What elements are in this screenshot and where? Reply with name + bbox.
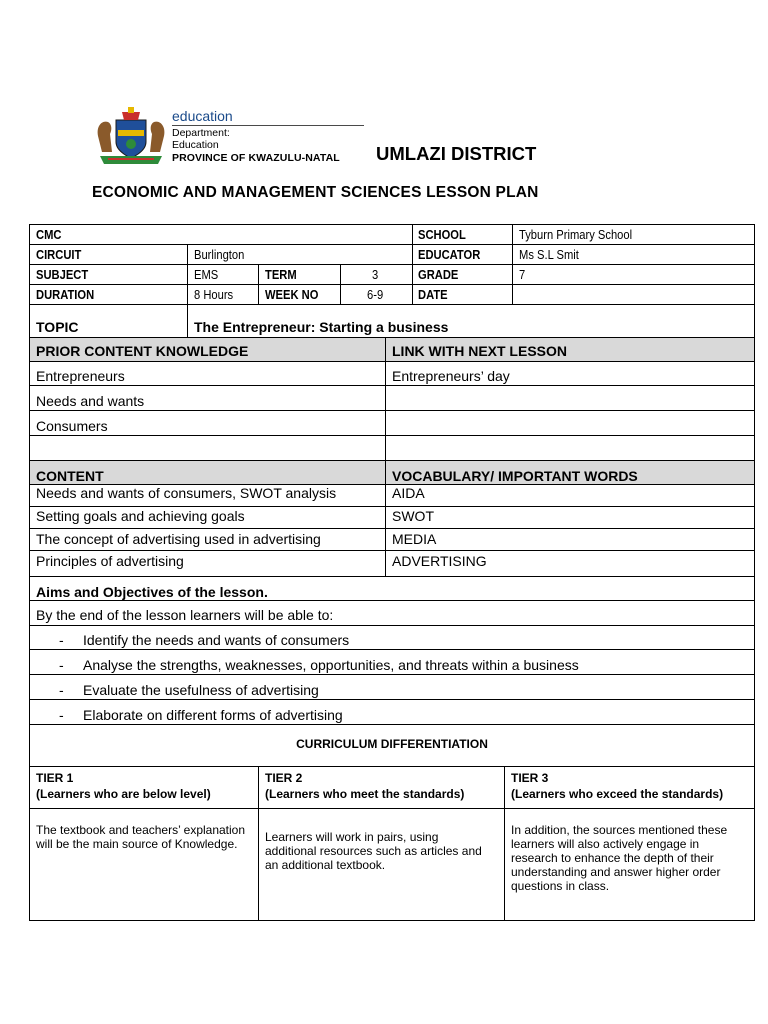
tier-1-name: TIER 1 [36, 771, 74, 785]
next-lesson-text: Entrepreneurs’ day [392, 368, 510, 384]
educator-value: Ms S.L Smit [519, 247, 579, 262]
vocabulary-item [385, 484, 755, 507]
document-title: ECONOMIC AND MANAGEMENT SCIENCES LESSON PLAN [92, 184, 539, 201]
prior-knowledge-header [29, 337, 386, 362]
circuit-label-cell [29, 244, 188, 265]
prior-knowledge-title: PRIOR CONTENT KNOWLEDGE [36, 343, 249, 359]
aims-item [29, 674, 755, 700]
week-label: WEEK NO [265, 287, 319, 302]
educator-label-cell [412, 244, 513, 265]
circuit-value-cell [187, 244, 413, 265]
content-item [29, 550, 386, 577]
aims-item [29, 625, 755, 650]
circuit-value: Burlington [194, 247, 245, 262]
tier-3-header [504, 766, 755, 809]
differentiation-title: CURRICULUM DIFFERENTIATION [296, 737, 488, 751]
tier-2-body [258, 808, 505, 921]
prior-item [29, 435, 386, 461]
duration-label: DURATION [36, 287, 95, 302]
vocabulary-title: VOCABULARY/ IMPORTANT WORDS [392, 468, 638, 484]
next-lesson-header [385, 337, 755, 362]
aims-intro: By the end of the lesson learners will be able to: [36, 607, 334, 623]
department-logo [94, 106, 366, 168]
topic-label: TOPIC [36, 319, 79, 335]
week-label-cell [258, 284, 341, 305]
school-label-cell [412, 224, 513, 245]
aims-item-text: Evaluate the usefulness of advertising [83, 682, 319, 698]
educator-label: EDUCATOR [418, 247, 481, 262]
next-lesson-title: LINK WITH NEXT LESSON [392, 343, 567, 359]
vocabulary-item [385, 528, 755, 551]
aims-title: Aims and Objectives of the lesson. [36, 584, 268, 600]
aims-title-row [29, 576, 755, 601]
tier-2-text: Learners will work in pairs, using additional resources such as articles and an additional textbook. [265, 830, 482, 872]
vocabulary-item [385, 550, 755, 577]
prior-item-text: Needs and wants [36, 393, 145, 409]
tier-1-text: The textbook and teachers’ explanation will be the main source of Knowledge. [36, 823, 246, 851]
vocabulary-text: AIDA [392, 485, 425, 501]
next-lesson-item [385, 385, 755, 411]
next-lesson-item [385, 410, 755, 436]
prior-item-text: Consumers [36, 418, 108, 434]
logo-dept-label: Department: [172, 127, 230, 139]
vocabulary-item [385, 506, 755, 529]
bullet-dash: - [59, 632, 64, 648]
content-item-text: Principles of advertising [36, 553, 184, 569]
cmc-cell [29, 224, 413, 245]
grade-value-cell [512, 264, 755, 285]
tier-1-desc: (Learners who are below level) [36, 787, 211, 801]
content-item [29, 484, 386, 507]
next-lesson-item [385, 361, 755, 386]
content-item-text: Needs and wants of consumers, SWOT analysis [36, 485, 337, 501]
tier-3-text: In addition, the sources mentioned these learners will also actively engage in research to enhance the depth of their understanding and answer higher order questions in class. [511, 823, 728, 893]
prior-item-text: Entrepreneurs [36, 368, 125, 384]
term-value: 3 [372, 267, 379, 282]
vocabulary-text: ADVERTISING [392, 553, 487, 569]
topic-value: The Entrepreneur: Starting a business [194, 319, 449, 335]
term-label-cell [258, 264, 341, 285]
tier-2-header [258, 766, 505, 809]
grade-value: 7 [519, 267, 526, 282]
term-label: TERM [265, 267, 297, 282]
grade-label: GRADE [418, 267, 459, 282]
school-label: SCHOOL [418, 227, 466, 242]
aims-item [29, 649, 755, 675]
district-title: UMLAZI DISTRICT [376, 143, 537, 164]
cmc-label: CMC [36, 227, 62, 242]
tier-1-body [29, 808, 259, 921]
logo-province: PROVINCE OF KWAZULU-NATAL [172, 152, 340, 164]
duration-label-cell [29, 284, 188, 305]
prior-item [29, 385, 386, 411]
logo-department [172, 127, 230, 151]
tier-3-name: TIER 3 [511, 771, 549, 785]
duration-value-cell [187, 284, 259, 305]
duration-value: 8 Hours [194, 287, 234, 302]
bullet-dash: - [59, 707, 64, 723]
subject-label: SUBJECT [36, 267, 89, 282]
logo-edu-label: Education [172, 139, 219, 151]
grade-label-cell [412, 264, 513, 285]
date-label-cell [412, 284, 513, 305]
subject-value-cell [187, 264, 259, 285]
bullet-dash: - [59, 657, 64, 673]
bullet-dash: - [59, 682, 64, 698]
prior-item [29, 410, 386, 436]
date-label: DATE [418, 287, 448, 302]
aims-item-text: Elaborate on different forms of advertising [83, 707, 343, 723]
prior-item [29, 361, 386, 386]
next-lesson-item [385, 435, 755, 461]
circuit-label: CIRCUIT [36, 247, 82, 262]
logo-divider [172, 125, 364, 126]
topic-value-cell [187, 304, 755, 338]
content-item-text: Setting goals and achieving goals [36, 508, 245, 524]
subject-value: EMS [194, 267, 219, 282]
coat-of-arms-icon [94, 106, 168, 168]
differentiation-title-row [29, 724, 755, 767]
term-value-cell [340, 264, 413, 285]
content-item [29, 528, 386, 551]
tier-1-header [29, 766, 259, 809]
aims-item-text: Identify the needs and wants of consumers [83, 632, 350, 648]
aims-item [29, 699, 755, 725]
school-value-cell [512, 224, 755, 245]
content-title: CONTENT [36, 468, 104, 484]
logo-education-word: education [172, 108, 233, 124]
content-item-text: The concept of advertising used in advertising [36, 531, 321, 547]
vocabulary-text: MEDIA [392, 531, 437, 547]
content-header [29, 460, 386, 485]
week-value-cell [340, 284, 413, 305]
educator-value-cell [512, 244, 755, 265]
vocabulary-header [385, 460, 755, 485]
tier-2-desc: (Learners who meet the standards) [265, 787, 465, 801]
subject-label-cell [29, 264, 188, 285]
school-value: Tyburn Primary School [519, 227, 633, 242]
aims-item-text: Analyse the strengths, weaknesses, opportunities, and threats within a business [83, 657, 579, 673]
week-value: 6-9 [367, 287, 384, 302]
tier-3-body [504, 808, 755, 921]
tier-3-desc: (Learners who exceed the standards) [511, 787, 724, 801]
content-item [29, 506, 386, 529]
tier-2-name: TIER 2 [265, 771, 303, 785]
topic-label-cell [29, 304, 188, 338]
aims-intro-row [29, 600, 755, 626]
date-value-cell [512, 284, 755, 305]
vocabulary-text: SWOT [392, 508, 434, 524]
